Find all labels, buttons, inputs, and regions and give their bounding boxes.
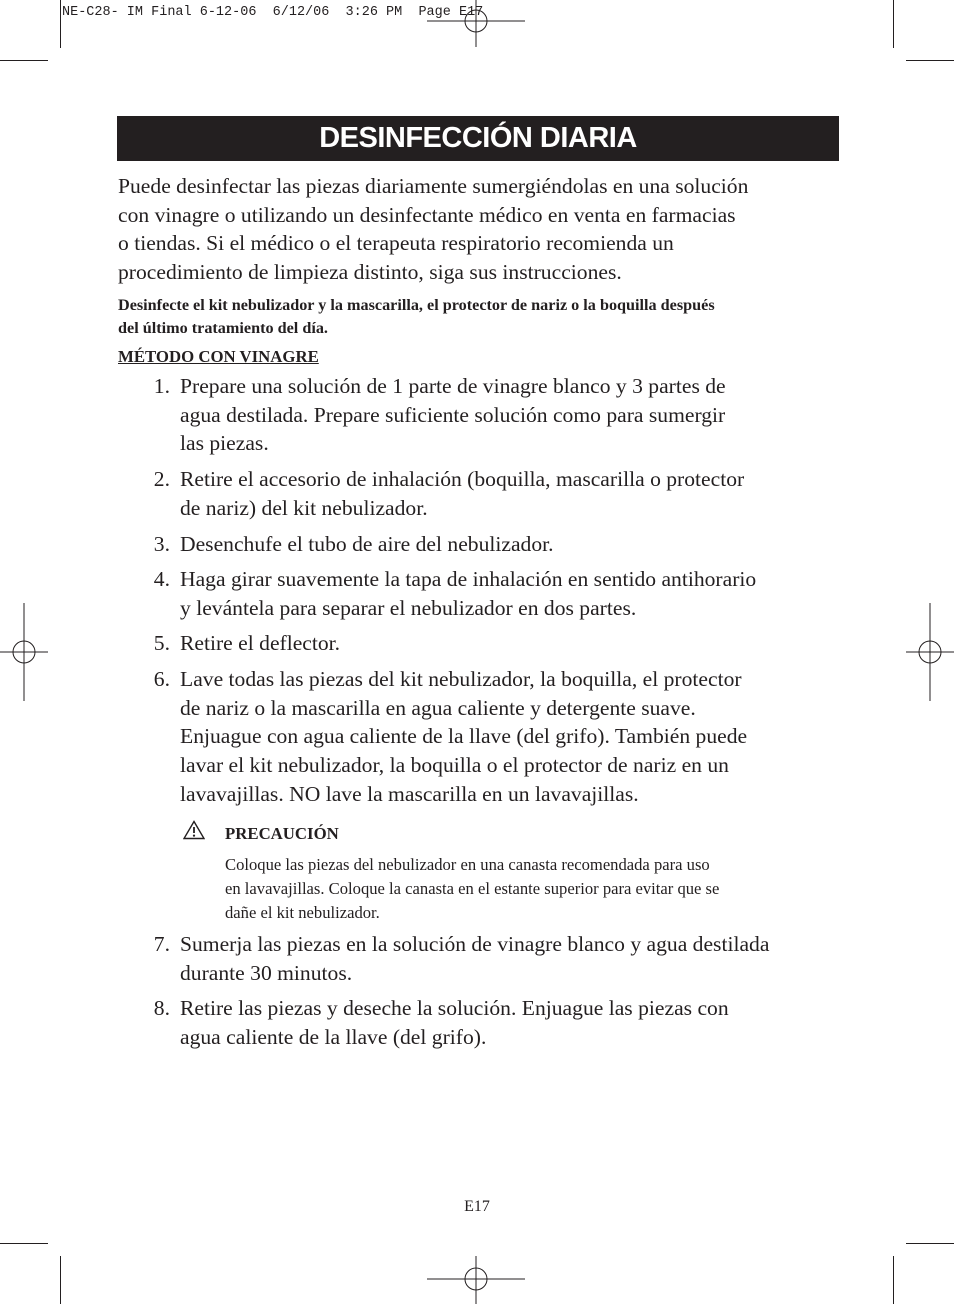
step-line: lavavajillas. NO lave la mascarilla en un lavavajillas. [180,781,639,806]
registration-mark-right [906,603,954,701]
step-number: 7. [153,932,170,956]
step-text [180,465,744,522]
intro-line: o tiendas. Si el médico o el terapeuta respiratorio recomienda un [118,231,674,255]
step-text [180,994,729,1051]
step-number: 3. [153,532,170,556]
step-text [180,629,340,658]
step-text [180,930,769,987]
crop-mark [893,1256,894,1304]
step-number: 8. [153,996,170,1020]
note-line: Desinfecte el kit nebulizador y la mascarilla, el protector de nariz o la boquilla después [118,296,715,314]
crop-mark [906,1243,954,1244]
caution-line: Coloque las piezas del nebulizador en una canasta recomendada para uso [225,855,710,874]
warning-triangle-icon [183,820,205,840]
step-line: Retire el deflector. [180,631,341,655]
step-text [180,372,726,458]
step-line: agua caliente de la llave (del grifo). [180,1024,487,1049]
caution-line: en lavavajillas. Coloque la canasta en el estante superior para evitar que se [225,879,720,898]
page-title: DESINFECCIÓN DIARIA [319,122,637,154]
crop-mark [0,1243,48,1244]
crop-mark [0,60,48,61]
step-line: de nariz) del kit nebulizador. [180,495,428,520]
step-number: 6. [153,667,170,691]
intro-paragraph [118,172,843,286]
step-number: 1. [153,374,170,398]
print-slug-line: NE-C28- IM Final 6-12-06 6/12/06 3:26 PM Page E17 [62,5,484,20]
step-line: Prepare una solución de 1 parte de vinagre blanco y 3 partes de [180,374,726,398]
caution-line: dañe el kit nebulizador. [225,903,380,922]
step-number: 5. [153,631,170,655]
step-text [180,665,747,809]
caution-text [225,853,719,925]
step-line: Sumerja las piezas en la solución de vinagre blanco y agua destilada [180,932,770,956]
crop-mark [60,1256,61,1304]
intro-line: con vinagre o utilizando un desinfectante médico en venta en farmacias [118,202,736,227]
page-number: E17 [464,1198,490,1215]
caution-label: PRECAUCIÓN [225,824,339,843]
step-line: y levántela para separar el nebulizador en dos partes. [180,595,637,620]
step-number: 4. [153,567,170,591]
crop-mark [893,0,894,48]
step-line: durante 30 minutos. [180,960,353,985]
step-line: de nariz o la mascarilla en agua caliente y detergente suave. [180,695,696,720]
step-line: Lave todas las piezas del kit nebulizador, la boquilla, el protector [180,667,742,691]
step-line: lavar el kit nebulizador, la boquilla o el protector de nariz en un [180,753,729,778]
intro-line: procedimiento de limpieza distinto, siga sus instrucciones. [118,259,622,284]
step-line: agua destilada. Prepare suficiente solución como para sumergir [180,402,726,427]
step-line: Haga girar suavemente la tapa de inhalación en sentido antihorario [180,567,757,591]
disinfect-note [118,294,843,340]
note-line: del último tratamiento del día. [118,319,328,337]
step-line: Enjuague con agua caliente de la llave (del grifo). También puede [180,724,748,749]
step-text [180,530,554,559]
step-text [180,565,756,622]
step-line: Retire las piezas y deseche la solución. Enjuague las piezas con [180,996,729,1020]
page-title-bar [117,116,839,161]
registration-mark-left [0,603,48,701]
crop-mark [906,60,954,61]
section-subheading: MÉTODO CON VINAGRE [118,347,319,366]
step-line: las piezas. [180,431,269,456]
step-number: 2. [153,467,170,491]
registration-mark-bottom [427,1256,525,1304]
crop-mark [60,0,61,48]
step-line: Retire el accesorio de inhalación (boquilla, mascarilla o protector [180,467,745,491]
intro-line: Puede desinfectar las piezas diariamente sumergiéndolas en una solución [118,174,749,198]
step-line: Desenchufe el tubo de aire del nebulizador. [180,532,554,556]
